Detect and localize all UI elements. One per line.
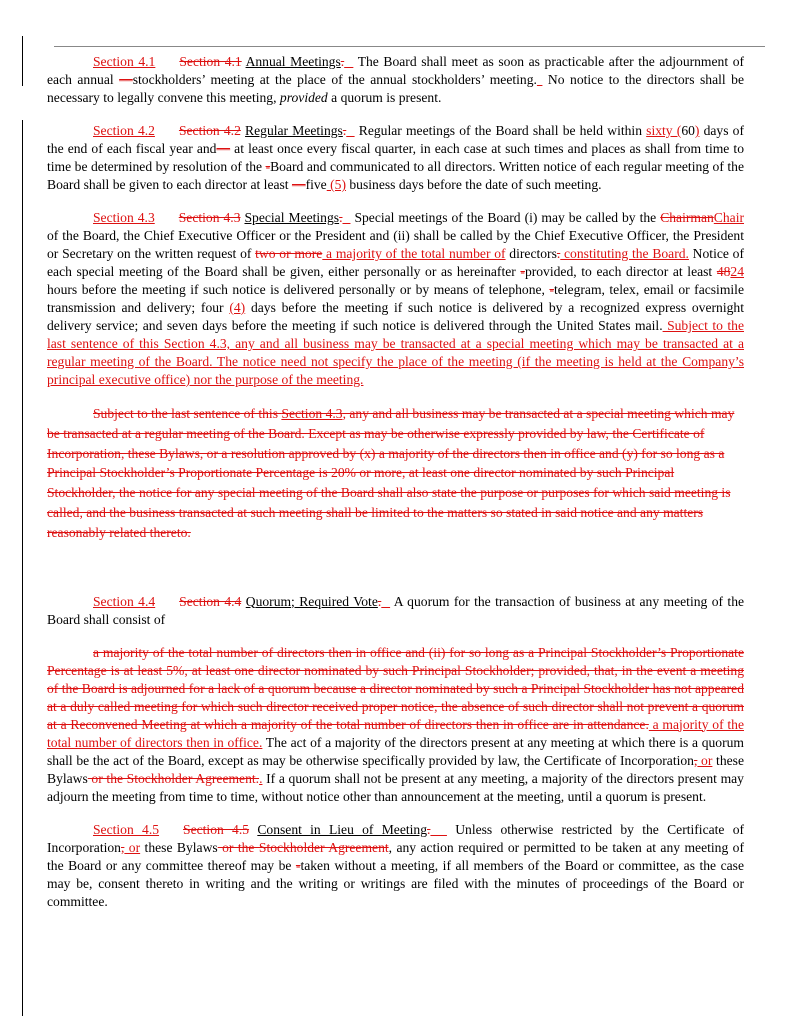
- section-reference: Section 4.3: [281, 406, 343, 421]
- section-number: Section 4.4: [93, 593, 156, 609]
- deleted-paragraph: Subject to the last sentence of this Section 4.3, any and all business may be transacted at a special meeting which may be transacted at a regular meeting of the Board. Except as may be otherwise expressly provided by law, the Certificate of Incorporation, these Bylaws, or a resolution approved by (x) a majority of the directors then in office and (y) for so long as a Principal Stockholder’s Proportionate Percentage is 20% or more, at least one director nominated by such Principal Stockholder, the notice for any special meeting of the Board shall also state the purpose or purposes for which said meeting is called, and the business transacted at such meeting shall be limited to the matters so stated in said notice and any matters reasonably related thereto.: [47, 406, 735, 540]
- section-4-1: Section 4.1 Section 4.1 Annual Meetings. The Board shall meet as soon as practicable after the adjournment of each annual —stockholders’ meeting at the place of the annual stockholders’ meeting. No notice to the directors shall be necessary to legally convene this meeting, provided a quorum is present.: [47, 54, 745, 105]
- change-bar: [22, 120, 23, 990]
- section-number: Section 4.2: [93, 123, 155, 138]
- section-number: Section 4.1: [93, 54, 156, 69]
- section-title: Quorum; Required Vote: [245, 593, 378, 609]
- header-rule: [54, 46, 765, 47]
- section-number: Section 4.5: [93, 821, 160, 837]
- section-4-4-body: a majority of the total number of directors then in office and (ii) for so long as a Principal Stockholder’s Proportionate Percentage is at least 5%, at least one director nominated by such Principal Stockholder; provided, that, in the event a meeting of the Board is adjourned for a lack of a quorum because a director nominated by such a Principal Stockholder has not appeared at a duly called meeting for which such director received proper notice, the absence of such director shall not prevent a quorum at a Reconvened Meeting at which a majority of the total number of directors then in office are in attendance. a majority of the total number of directors then in office. The act of a majority of the directors present at any meeting at which there is a quorum shall be the act of the Board, except as may be otherwise specifically provided by law, the Certificate of Incorporation, or these Bylaws or the Stockholder Agreement.. If a quorum shall not be present at any meeting, a majority of the directors present may adjourn the meeting from time to time, without notice other than announcement at the meeting, until a quorum is present.: [47, 644, 744, 804]
- deleted-section-number: Section 4.5: [183, 821, 250, 837]
- deleted-section-number: Section 4.2: [178, 123, 241, 138]
- section-4-5: Section 4.5 Section 4.5 Consent in Lieu of Meeting. Unless otherwise restricted by the Certificate of Incorporation, or these Bylaws or the Stockholder Agreement, any action required or permitted to be taken at any meeting of the Board or any committee thereof may be -taken without a meeting, if all members of the Board or committee, as the case may be, consent thereto in writing and the writing or writings are filed with the minutes of proceedings of the Board or committee.: [47, 821, 745, 909]
- section-number: Section 4.3: [93, 210, 155, 225]
- inserted-text: a majority of the total number of directors then in office.: [47, 716, 744, 750]
- deleted-section-number: Section 4.4: [179, 593, 242, 609]
- section-title: Special Meetings: [244, 210, 340, 225]
- section-4-2: Section 4.2 Section 4.2 Regular Meetings. Regular meetings of the Board shall be held within sixty (60) days of the end of each fiscal year and— at least once every fiscal quarter, in each case at such times and places as shall from time to time be determined by resolution of the -Board and communicated to all directors. Written notice of each regular meeting of the Board shall be given to each director at least —five (5) business days before the date of such meeting.: [47, 123, 745, 192]
- section-4-4: Section 4.4 Section 4.4 Quorum; Required Vote. A quorum for the transaction of business at any meeting of the Board shall consist of: [47, 593, 745, 627]
- section-4-3: Section 4.3 Section 4.3 Special Meetings. Special meetings of the Board (i) may be called by the ChairmanChair of the Board, the Chief Executive Officer or the President and (ii) shall be called by the Chief Executive Officer, the President or Secretary on the written request of two or more a majority of the total number of directors. constituting the Board. Notice of each special meeting of the Board shall be given, either personally or as hereinafter -provided, to each director at least 4824 hours before the meeting if such notice is delivered personally or by means of telephone, -telegram, telex, email or facsimile transmission and delivery; four (4) days before the meeting if such notice is delivered by a recognized express overnight delivery service; and seven days before the meeting if such notice is delivered through the United States mail. Subject to the last sentence of this Section 4.3, any and all business may be transacted at a special meeting which may be transacted at a regular meeting of the Board. The notice need not specify the place of the meeting (if the meeting is held at the Company’s principal executive office) nor the purpose of the meeting.: [47, 210, 745, 387]
- deleted-section-number: Section 4.1: [179, 54, 242, 69]
- section-title: Regular Meetings: [245, 123, 343, 138]
- section-title: Consent in Lieu of Meeting: [257, 821, 428, 837]
- deleted-section-number: Section 4.3: [178, 210, 241, 225]
- document-page: [47, 53, 744, 911]
- change-bar: [22, 988, 23, 1016]
- section-title: Annual Meetings: [245, 54, 341, 69]
- deleted-text: a majority of the total number of directors then in office and (ii) for so long as a Principal Stockholder’s Proportionate Percentage is at least 5%, at least one director nominated by such Principal Stockholder; provided, that, in the event a meeting of the Board is adjourned for a lack of a quorum because a director nominated by such a Principal Stockholder has not appeared at a duly called meeting for which such director received proper notice, the absence of such director shall not prevent a quorum at a Reconvened Meeting at which a majority of the total number of directors then in office are in attendance.: [47, 644, 744, 732]
- change-bar: [22, 36, 23, 86]
- inserted-text: Subject to the last sentence of this Section 4.3, any and all business may be transacted at a special meeting which may be transacted at a regular meeting of the Board. The notice need not specify the place of the meeting (if the meeting is held at the Company’s principal executive office) nor the purpose of the meeting.: [47, 318, 744, 387]
